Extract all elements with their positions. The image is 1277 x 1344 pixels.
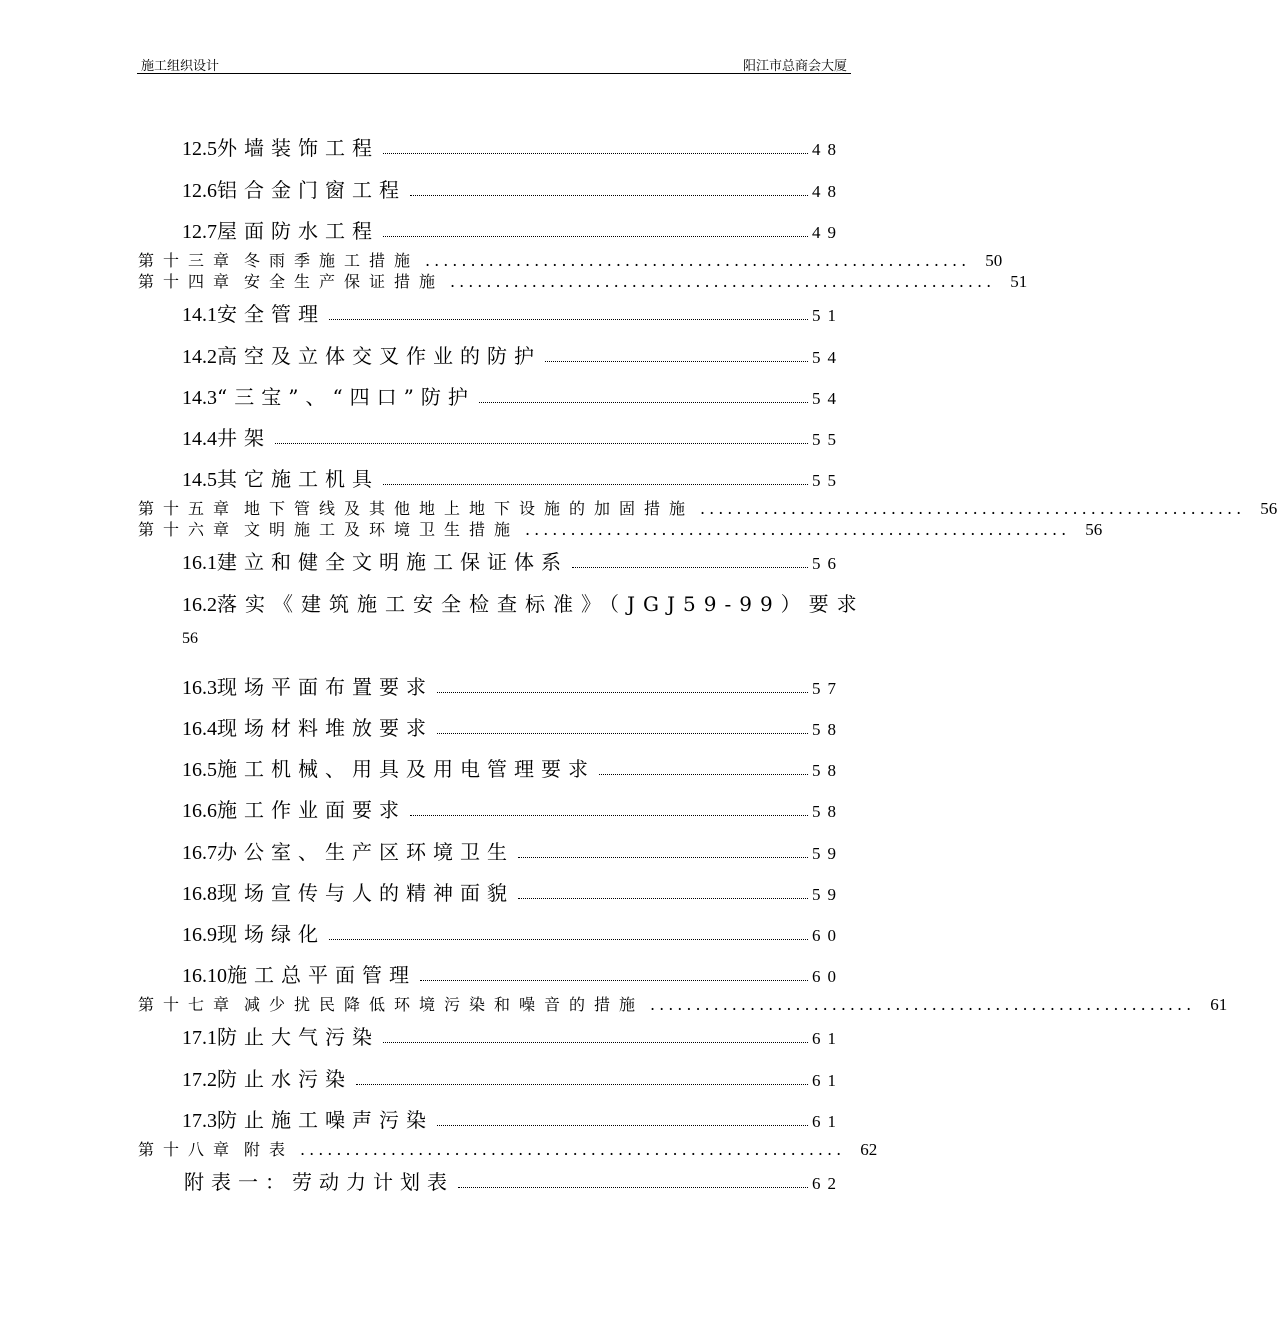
- dot-leader: [275, 442, 808, 444]
- toc-chapter-entry[interactable]: [138, 248, 1003, 270]
- section-number: 16.1: [182, 552, 217, 574]
- toc-section-entry[interactable]: [182, 959, 843, 987]
- chapter-number: 第十三章: [138, 251, 239, 270]
- section-title-text: 防止大气污染: [217, 1025, 379, 1049]
- dot-leader: [383, 152, 808, 154]
- section-title-text: 井架: [217, 426, 271, 450]
- chapter-title: 减少扰民降低环境污染和噪音的措施: [244, 995, 645, 1014]
- section-title-text: 办公室、生产区环境卫生: [217, 840, 514, 864]
- section-title-text: 现场材料堆放要求: [217, 716, 433, 740]
- dot-leader: [356, 1083, 808, 1085]
- page-number: 62: [860, 1140, 878, 1159]
- chapter-number: 第十四章: [138, 272, 239, 291]
- toc-section-entry[interactable]: [182, 918, 843, 946]
- dot-leader: ............................................................: [300, 1140, 846, 1159]
- dot-leader: [437, 1124, 808, 1126]
- toc-chapter-entry[interactable]: [138, 992, 1228, 1014]
- dot-leader: [329, 318, 808, 320]
- section-title: [182, 1021, 379, 1050]
- page-number: 60: [812, 967, 843, 986]
- section-title-text: 施工作业面要求: [217, 798, 406, 822]
- toc-section-entry[interactable]: [182, 671, 843, 699]
- section-title: [182, 215, 379, 244]
- section-number: 14.3: [182, 387, 217, 409]
- section-title-text: “三宝”、“四口”防护: [217, 385, 475, 409]
- chapter-number: 第十五章: [138, 499, 239, 518]
- section-title: [182, 588, 865, 617]
- section-title: [182, 340, 541, 369]
- dot-leader: [479, 401, 808, 403]
- dot-leader: [383, 1041, 808, 1043]
- section-number: 17.2: [182, 1069, 217, 1091]
- section-number: 14.5: [182, 469, 217, 491]
- toc-section-entry[interactable]: [182, 422, 843, 450]
- dot-leader: ............................................................: [525, 520, 1071, 539]
- section-title: [182, 546, 568, 575]
- toc-section-entry[interactable]: [182, 546, 843, 574]
- page-number: 48: [812, 140, 843, 159]
- page-number: 58: [812, 720, 843, 739]
- section-title-text: 高空及立体交叉作业的防护: [217, 344, 541, 368]
- chapter-title: 文明施工及环境卫生措施: [244, 520, 520, 539]
- toc-section-entry[interactable]: [182, 174, 843, 202]
- section-number: 14.2: [182, 346, 217, 368]
- dot-leader: [410, 814, 808, 816]
- dot-leader: [383, 483, 808, 485]
- section-number: 16.2: [182, 594, 217, 616]
- section-title-text: 建立和健全文明施工保证体系: [217, 550, 568, 574]
- chapter-title: 冬雨季施工措施: [244, 251, 420, 270]
- page-number: 59: [812, 844, 843, 863]
- dot-leader: [458, 1186, 808, 1188]
- toc-chapter-entry[interactable]: [138, 517, 1103, 539]
- section-title: [182, 174, 406, 203]
- toc-section-entry[interactable]: [182, 836, 843, 864]
- section-title: [182, 298, 325, 327]
- dot-leader: [420, 979, 808, 981]
- page-number: 50: [985, 251, 1003, 270]
- dot-leader: [518, 856, 808, 858]
- toc-section-entry[interactable]: [182, 340, 843, 368]
- page-number: 58: [812, 761, 843, 780]
- page-number: 58: [812, 802, 843, 821]
- section-title-text: 防止施工噪声污染: [217, 1108, 433, 1132]
- section-title-text: 现场绿化: [217, 922, 325, 946]
- section-title-text: 落实《建筑施工安全检查标准》（JGJ59-99）要求: [217, 592, 865, 616]
- chapter-title: 地下管线及其他地上地下设施的加固措施: [244, 499, 695, 518]
- chapter-number: 第十八章: [138, 1140, 239, 1159]
- section-title: [182, 836, 514, 865]
- header-right-text: 阳江市总商会大厦: [742, 59, 847, 74]
- page-number: 55: [812, 430, 843, 449]
- toc-chapter-entry[interactable]: [138, 496, 1277, 518]
- section-title-text: 铝合金门窗工程: [217, 178, 406, 202]
- chapter-number: 第十七章: [138, 995, 239, 1014]
- toc-section-entry[interactable]: [182, 877, 843, 905]
- page-number: 51: [812, 306, 843, 325]
- page-number: 54: [812, 348, 843, 367]
- section-number: 12.5: [182, 138, 217, 160]
- page-number: 48: [812, 182, 843, 201]
- toc-section-entry[interactable]: [182, 132, 843, 160]
- toc-section-entry[interactable]: [182, 215, 843, 243]
- dot-leader: [437, 691, 808, 693]
- toc-section-entry[interactable]: [182, 463, 843, 491]
- page-number: 56: [1260, 499, 1277, 518]
- dot-leader: [437, 732, 808, 734]
- section-title-text: 安全管理: [217, 302, 325, 326]
- dot-leader: [329, 938, 808, 940]
- section-number: 16.10: [182, 965, 227, 987]
- page-number: 56: [812, 554, 843, 573]
- toc-chapter-entry[interactable]: [138, 269, 1028, 291]
- page-number: 51: [1010, 272, 1028, 291]
- section-title-text: 其它施工机具: [217, 467, 379, 491]
- toc-section-entry[interactable]: [182, 1021, 843, 1049]
- section-number: 16.5: [182, 759, 217, 781]
- page-number: 56: [182, 630, 198, 647]
- section-title: [182, 753, 595, 782]
- page-number: 62: [812, 1174, 843, 1193]
- section-title-text: 现场平面布置要求: [217, 675, 433, 699]
- section-number: 17.1: [182, 1027, 217, 1049]
- page-number: 56: [1085, 520, 1103, 539]
- page-number: 61: [1210, 995, 1228, 1014]
- section-number: 16.3: [182, 677, 217, 699]
- section-title-text: 附表一：劳动力计划表: [184, 1170, 454, 1194]
- section-number: 16.9: [182, 924, 217, 946]
- toc-section-entry[interactable]: [182, 1166, 843, 1194]
- chapter-title: 安全生产保证措施: [244, 272, 445, 291]
- page-number: 61: [812, 1112, 843, 1131]
- page-number: 49: [812, 223, 843, 242]
- page-number: 61: [812, 1071, 843, 1090]
- section-number: 16.4: [182, 718, 217, 740]
- section-title-text: 施工总平面管理: [227, 963, 416, 987]
- toc-section-entry[interactable]: [182, 588, 865, 616]
- section-title: [182, 422, 271, 451]
- section-title: [182, 1104, 433, 1133]
- dot-leader: ............................................................: [700, 499, 1246, 518]
- section-number: 16.7: [182, 842, 217, 864]
- page-number: 55: [812, 471, 843, 490]
- toc-section-entry[interactable]: [182, 753, 843, 781]
- section-number: 12.6: [182, 180, 217, 202]
- page-number: 60: [812, 926, 843, 945]
- dot-leader: ............................................................: [425, 251, 971, 270]
- section-title: [182, 381, 475, 410]
- section-title: [182, 918, 325, 947]
- dot-leader: ............................................................: [450, 272, 996, 291]
- section-title: [182, 463, 379, 492]
- toc-chapter-entry[interactable]: [138, 1137, 878, 1159]
- section-number: 12.7: [182, 221, 217, 243]
- section-title-text: 外墙装饰工程: [217, 136, 379, 160]
- section-number: 16.8: [182, 883, 217, 905]
- toc-section-entry[interactable]: [182, 1104, 843, 1132]
- section-title-text: 现场宣传与人的精神面貌: [217, 881, 514, 905]
- dot-leader: [410, 194, 808, 196]
- toc-section-entry[interactable]: [182, 712, 843, 740]
- chapter-title: 附表: [244, 1140, 295, 1159]
- section-title: [182, 671, 433, 700]
- section-title: [182, 959, 416, 988]
- toc-section-entry[interactable]: [182, 794, 843, 822]
- section-title: [184, 1166, 454, 1195]
- section-title: [182, 712, 433, 741]
- section-number: 14.1: [182, 304, 217, 326]
- section-title: [182, 877, 514, 906]
- toc-section-entry[interactable]: [182, 1063, 843, 1091]
- toc-section-entry[interactable]: [182, 381, 843, 409]
- page-number: 59: [812, 885, 843, 904]
- dot-leader: [545, 360, 808, 362]
- section-title: [182, 1063, 352, 1092]
- section-number: 14.4: [182, 428, 217, 450]
- page-number: 57: [812, 679, 843, 698]
- header-left-text: 施工组织设计: [141, 59, 220, 74]
- section-title: [182, 132, 379, 161]
- section-title-text: 施工机械、用具及用电管理要求: [217, 757, 595, 781]
- dot-leader: [518, 897, 808, 899]
- dot-leader: [599, 773, 808, 775]
- page-number: 54: [812, 389, 843, 408]
- section-number: 16.6: [182, 800, 217, 822]
- toc-section-entry[interactable]: [182, 298, 843, 326]
- section-title-text: 防止水污染: [217, 1067, 352, 1091]
- section-title: [182, 794, 406, 823]
- dot-leader: ............................................................: [650, 995, 1196, 1014]
- dot-leader: [572, 566, 808, 568]
- chapter-number: 第十六章: [138, 520, 239, 539]
- section-title-text: 屋面防水工程: [217, 219, 379, 243]
- page-number: 61: [812, 1029, 843, 1048]
- section-number: 17.3: [182, 1110, 217, 1132]
- dot-leader: [383, 235, 808, 237]
